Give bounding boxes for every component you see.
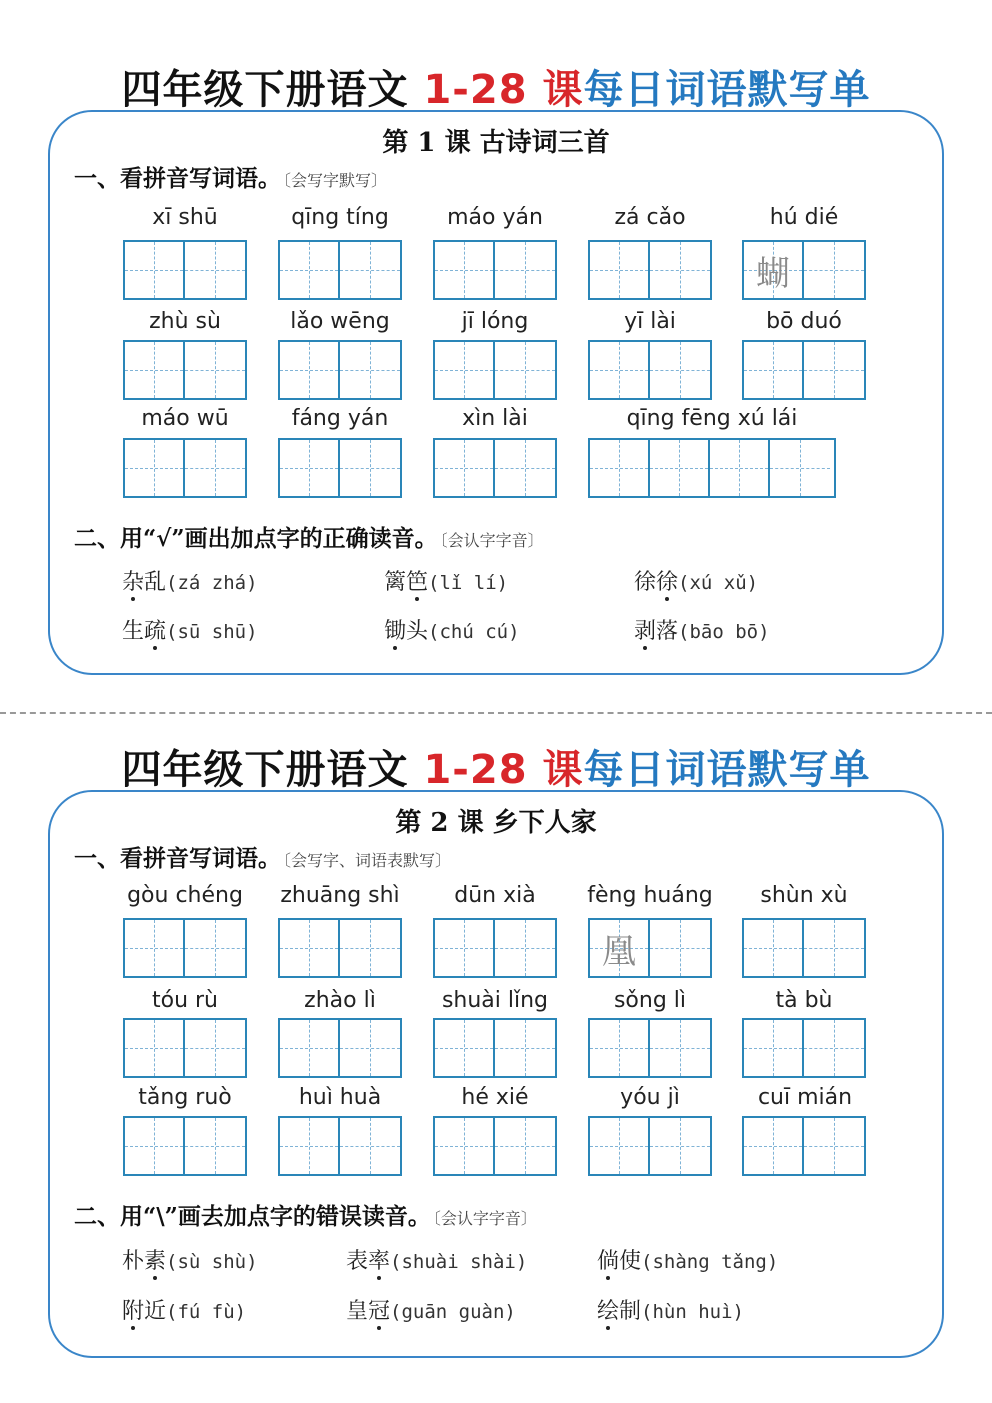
reading-item: 绘制(hùn huì) — [597, 1294, 744, 1325]
pinyin-label: lǎo wēng — [290, 309, 390, 334]
pinyin-label: bō duó — [766, 309, 842, 334]
dotted-char: 剥 — [634, 614, 656, 645]
writing-box[interactable] — [742, 340, 866, 400]
writing-box[interactable] — [278, 438, 402, 498]
section2-heading-text: 二、用“\”画去加点字的错误读音。 — [74, 1203, 431, 1230]
writing-box[interactable] — [588, 240, 712, 300]
dotted-char: 冠 — [368, 1294, 390, 1325]
section1-heading-text: 一、看拼音写词语。 — [74, 845, 281, 872]
writing-box[interactable] — [278, 1018, 402, 1078]
pinyin-label: zhuāng shì — [280, 883, 400, 908]
dotted-char: 锄 — [384, 614, 406, 645]
dotted-char: 杂 — [122, 565, 144, 596]
reading-item: 剥落(bāo bō) — [634, 614, 770, 645]
pronunciation-options[interactable]: (zá zhá) — [166, 572, 258, 594]
title-part2: 1-28 课 — [423, 67, 584, 113]
lesson-title: 第 2 课 乡下人家 — [395, 808, 597, 838]
pinyin-label: tà bù — [775, 988, 833, 1013]
pinyin-label: gòu chéng — [127, 883, 243, 908]
reading-item: 杂乱(zá zhá) — [122, 565, 258, 596]
title-part3: 每日词语默写单 — [583, 746, 871, 793]
section1-heading-text: 一、看拼音写词语。 — [74, 165, 281, 192]
writing-box[interactable] — [123, 240, 247, 300]
writing-box[interactable] — [433, 240, 557, 300]
reading-item: 附近(fú fù) — [122, 1294, 246, 1325]
pronunciation-options[interactable]: (shàng tǎng) — [641, 1251, 779, 1273]
reading-item: 皇冠(guān guàn) — [346, 1294, 516, 1325]
section2-note: 〔会认字字音〕 — [439, 531, 544, 550]
hint-character: 蝴 — [756, 253, 790, 294]
pronunciation-options[interactable]: (bāo bō) — [678, 621, 770, 643]
pinyin-label: xī shū — [152, 205, 218, 230]
writing-box[interactable] — [278, 918, 402, 978]
section1-heading — [74, 840, 451, 873]
writing-box[interactable] — [123, 1018, 247, 1078]
writing-box[interactable] — [742, 1018, 866, 1078]
pronunciation-options[interactable]: (hùn huì) — [641, 1301, 744, 1323]
writing-box[interactable] — [742, 918, 866, 978]
pronunciation-options[interactable]: (xú xǔ) — [678, 572, 759, 594]
hint-character: 凰 — [602, 931, 636, 972]
reading-item: 篱笆(lǐ lí) — [384, 565, 508, 596]
pronunciation-options[interactable]: (guān guàn) — [390, 1301, 516, 1323]
lesson-title: 第 1 课 古诗词三首 — [382, 128, 610, 158]
writing-box[interactable] — [433, 1018, 557, 1078]
worksheet-lesson-1 — [0, 0, 992, 700]
writing-box[interactable] — [278, 340, 402, 400]
main-title — [0, 738, 992, 795]
writing-box[interactable] — [278, 1116, 402, 1176]
writing-box[interactable] — [123, 1116, 247, 1176]
pinyin-label: zá cǎo — [614, 205, 686, 230]
pinyin-label: huì huà — [298, 1085, 382, 1110]
pinyin-label: tǎng ruò — [138, 1085, 232, 1110]
writing-box[interactable] — [588, 918, 712, 978]
writing-box[interactable] — [433, 438, 557, 498]
dotted-char: 倘 — [597, 1244, 619, 1275]
writing-box[interactable] — [588, 340, 712, 400]
worksheet-lesson-2 — [0, 680, 992, 1380]
pinyin-label: tóu rù — [151, 988, 218, 1013]
pronunciation-options[interactable]: (lǐ lí) — [428, 572, 509, 594]
section2-heading — [74, 1198, 537, 1231]
pinyin-label: xìn lài — [462, 406, 528, 431]
reading-item: 徐徐(xú xǔ) — [634, 565, 758, 596]
dotted-char: 附 — [122, 1294, 144, 1325]
pinyin-label: dūn xià — [454, 883, 536, 908]
dotted-char: 笆 — [406, 565, 428, 596]
reading-item: 朴素(sù shù) — [122, 1244, 258, 1275]
section1-heading — [74, 160, 387, 193]
pinyin-label: cuī mián — [757, 1085, 853, 1110]
title-part1: 四年级下册语文 — [121, 746, 409, 793]
section1-note: 〔会写字默写〕 — [283, 171, 388, 190]
pinyin-label: shùn xù — [760, 883, 848, 908]
pinyin-label: yóu jì — [620, 1085, 680, 1110]
reading-item: 倘使(shàng tǎng) — [597, 1244, 778, 1275]
writing-box[interactable] — [588, 1018, 712, 1078]
writing-box[interactable] — [123, 438, 247, 498]
pinyin-label: máo wū — [141, 406, 229, 431]
reading-item: 锄头(chú cú) — [384, 614, 520, 645]
writing-box[interactable] — [278, 240, 402, 300]
pinyin-label: qīng tíng — [291, 205, 389, 230]
pinyin-label: hú dié — [769, 205, 839, 230]
dotted-char: 徐 — [656, 565, 678, 596]
pinyin-label: fèng huáng — [587, 883, 713, 908]
writing-box[interactable] — [123, 340, 247, 400]
pronunciation-options[interactable]: (sù shù) — [166, 1251, 258, 1273]
writing-box[interactable] — [433, 1116, 557, 1176]
writing-box[interactable] — [742, 240, 866, 300]
pronunciation-options[interactable]: (fú fù) — [166, 1301, 247, 1323]
pronunciation-options[interactable]: (chú cú) — [428, 621, 520, 643]
pinyin-label: máo yán — [447, 205, 543, 230]
section1-note: 〔会写字、词语表默写〕 — [283, 851, 452, 870]
pinyin-label: zhù sù — [149, 309, 221, 334]
main-title — [0, 58, 992, 115]
writing-box[interactable] — [433, 340, 557, 400]
section2-heading — [74, 520, 544, 553]
reading-item: 生疏(sū shū) — [122, 614, 258, 645]
pinyin-label: sǒng lì — [613, 988, 687, 1013]
pronunciation-options[interactable]: (shuài shài) — [390, 1251, 528, 1273]
pinyin-label: hé xié — [461, 1085, 529, 1110]
writing-box-four[interactable] — [588, 438, 836, 498]
pinyin-label: shuài lǐng — [441, 988, 549, 1013]
title-part3: 每日词语默写单 — [583, 66, 871, 113]
dotted-char: 疏 — [144, 614, 166, 645]
reading-item: 表率(shuài shài) — [346, 1244, 527, 1275]
writing-box[interactable] — [742, 1116, 866, 1176]
dotted-char: 率 — [368, 1244, 390, 1275]
title-part1: 四年级下册语文 — [121, 66, 409, 113]
title-part2: 1-28 课 — [423, 747, 584, 793]
writing-box[interactable] — [123, 918, 247, 978]
writing-box[interactable] — [588, 1116, 712, 1176]
pronunciation-options[interactable]: (sū shū) — [166, 621, 258, 643]
pinyin-label: zhào lì — [304, 988, 376, 1013]
section2-note: 〔会认字字音〕 — [432, 1209, 537, 1228]
pinyin-label: qīng fēng xú lái — [626, 406, 798, 431]
writing-box[interactable] — [433, 918, 557, 978]
dotted-char: 素 — [144, 1244, 166, 1275]
pinyin-label: yī lài — [624, 309, 676, 334]
section2-heading-text: 二、用“√”画出加点字的正确读音。 — [74, 525, 438, 552]
pinyin-label: fáng yán — [291, 406, 389, 431]
dotted-char: 绘 — [597, 1294, 619, 1325]
pinyin-label: jī lóng — [461, 309, 529, 334]
